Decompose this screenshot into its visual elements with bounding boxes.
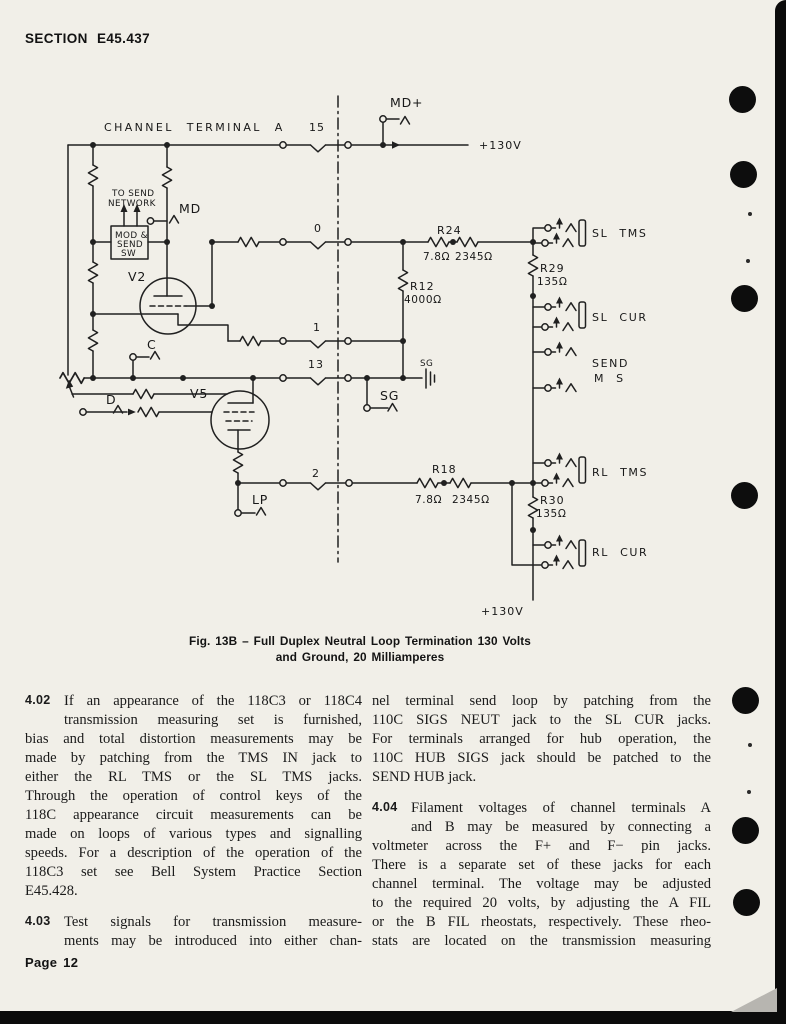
label-r30-val: 135Ω: [536, 508, 567, 520]
scan-speck: [748, 743, 752, 747]
text-line: or the B FIL rheostats, respectively. These rheo-: [372, 914, 711, 930]
text-line: channel terminal. The voltage may be adjusted: [372, 876, 711, 892]
schematic-labels: [104, 95, 648, 618]
text-line: speeds. For a description of the operation of the: [25, 845, 362, 861]
label-lp-key: LP: [252, 492, 269, 507]
label-send-ms-2: M S: [594, 372, 625, 385]
schematic-wiring: [60, 96, 586, 600]
text-line: transmission measuring set is furnished,: [64, 712, 362, 728]
paragraph: [25, 692, 362, 901]
jack-sl-tms: [579, 220, 586, 246]
label-r30: R30: [540, 494, 565, 507]
label-network: NETWORK: [108, 199, 156, 209]
text-line: stats are located on the transmission measuring: [372, 933, 711, 949]
label-v2: V2: [128, 269, 147, 284]
label-c-key: C: [147, 337, 157, 352]
label-lead-13: 13: [308, 358, 324, 371]
scan-edge-right: [775, 0, 786, 1024]
label-lead-0: 0: [314, 222, 322, 235]
figure-caption-line1: Fig. 13B – Full Duplex Neutral Loop Termination 130 Volts: [189, 634, 531, 648]
text-line: to the required 20 volts, by adjusting the A FIL: [372, 895, 711, 911]
tube-v5: [211, 391, 269, 449]
section-header: SECTION E45.437: [25, 31, 151, 46]
label-r18-val2: 2345Ω: [452, 494, 490, 506]
text-line: There is a separate set of these jacks for each: [372, 857, 711, 873]
scan-speck: [746, 259, 750, 263]
binding-hole: [731, 285, 758, 312]
figure-caption: [150, 634, 570, 665]
label-rl-cur: RL CUR: [592, 546, 649, 559]
label-r24: R24: [437, 224, 462, 237]
text-line: 4.02 If an appearance of the 118C3 or 118C4: [25, 693, 362, 709]
label-box-send: SEND: [117, 240, 144, 250]
binding-hole: [733, 889, 760, 916]
label-rl-tms: RL TMS: [592, 466, 649, 479]
label-send-ms-1: SEND: [592, 357, 630, 370]
binding-hole: [729, 86, 756, 113]
paragraph: [25, 913, 362, 951]
paragraph-number: 4.03: [25, 914, 51, 928]
jack-rl-tms: [579, 457, 586, 483]
jack-sl-cur: [579, 302, 586, 328]
label-r29-val: 135Ω: [537, 276, 568, 288]
label-md: MD: [179, 201, 202, 216]
text-line: voltmeter across the F+ and F− pin jacks.: [372, 838, 711, 854]
label-130v-bottom: +130V: [481, 605, 524, 618]
label-channel-terminal: CHANNEL TERMINAL A: [104, 121, 285, 134]
label-r24-val2: 2345Ω: [455, 251, 493, 263]
text-line: made on loops of various types and signalling: [25, 826, 362, 842]
label-sl-tms: SL TMS: [592, 227, 648, 240]
binding-hole: [732, 687, 759, 714]
paragraph: [372, 799, 711, 951]
label-sg-key: SG: [380, 388, 400, 403]
label-r12: R12: [410, 280, 435, 293]
jack-rl-cur: [579, 540, 586, 566]
label-sg-ground: SG: [420, 359, 434, 369]
text-line: Through the operation of control keys of the: [25, 788, 362, 804]
text-line: either the RL TMS or the SL TMS jacks.: [25, 769, 362, 785]
label-r18: R18: [432, 463, 457, 476]
label-lead-2: 2: [312, 467, 320, 480]
text-column-right: [372, 692, 711, 951]
text-line: 118C3 set see Bell System Practice Section: [25, 864, 362, 880]
text-line: ments may be introduced into either chan-: [64, 933, 362, 949]
label-r29: R29: [540, 262, 565, 275]
label-lead-15: 15: [309, 121, 325, 134]
scan-edge-bottom: [0, 1011, 786, 1024]
text-line: bias and total distortion measurements may be: [25, 731, 362, 747]
scan-speck: [748, 212, 752, 216]
label-d-key: D: [106, 392, 117, 407]
label-sl-cur: SL CUR: [592, 311, 648, 324]
label-box-mod: MOD &: [115, 231, 148, 241]
paragraph: [372, 692, 711, 787]
text-line: nel terminal send loop by patching from the: [372, 693, 711, 709]
page-number: Page 12: [25, 955, 79, 970]
text-line: For terminals arranged for hub operation, the: [372, 731, 711, 747]
text-line: made by patching from the TMS IN jack to: [25, 750, 362, 766]
label-lead-1: 1: [313, 321, 321, 334]
paragraph-number: 4.04: [372, 800, 398, 814]
label-box-sw: SW: [121, 249, 137, 259]
binding-hole: [731, 482, 758, 509]
label-md-plus: MD+: [390, 95, 424, 110]
label-to-send: TO SEND: [112, 189, 155, 199]
text-line: E45.428.: [25, 883, 78, 899]
text-line: 4.03 Test signals for transmission measure-: [25, 914, 362, 930]
paragraph-number: 4.02: [25, 693, 51, 707]
label-v5: V5: [190, 386, 209, 401]
text-column-left: [25, 692, 362, 951]
label-r12-val: 4000Ω: [404, 294, 442, 306]
figure-caption-line2: and Ground, 20 Milliamperes: [275, 649, 445, 664]
binding-hole: [732, 817, 759, 844]
page-corner-wedge: [731, 988, 777, 1012]
label-130v-top: +130V: [479, 139, 522, 152]
text-line: SEND HUB jack.: [372, 769, 477, 785]
label-r24-val1: 7.8Ω: [423, 251, 451, 263]
binding-hole: [730, 161, 757, 188]
scan-speck: [747, 790, 751, 794]
text-line: and B may be measured by connecting a: [411, 819, 711, 835]
text-line: 118C appearance circuit measurements can be: [25, 807, 362, 823]
text-line: 110C HUB SIGS jack should be patched to the: [372, 750, 711, 766]
text-line: 110C SIGS NEUT jack to the SL CUR jacks.: [372, 712, 711, 728]
text-line: 4.04 Filament voltages of channel terminals A: [372, 800, 711, 816]
label-r18-val1: 7.8Ω: [415, 494, 443, 506]
